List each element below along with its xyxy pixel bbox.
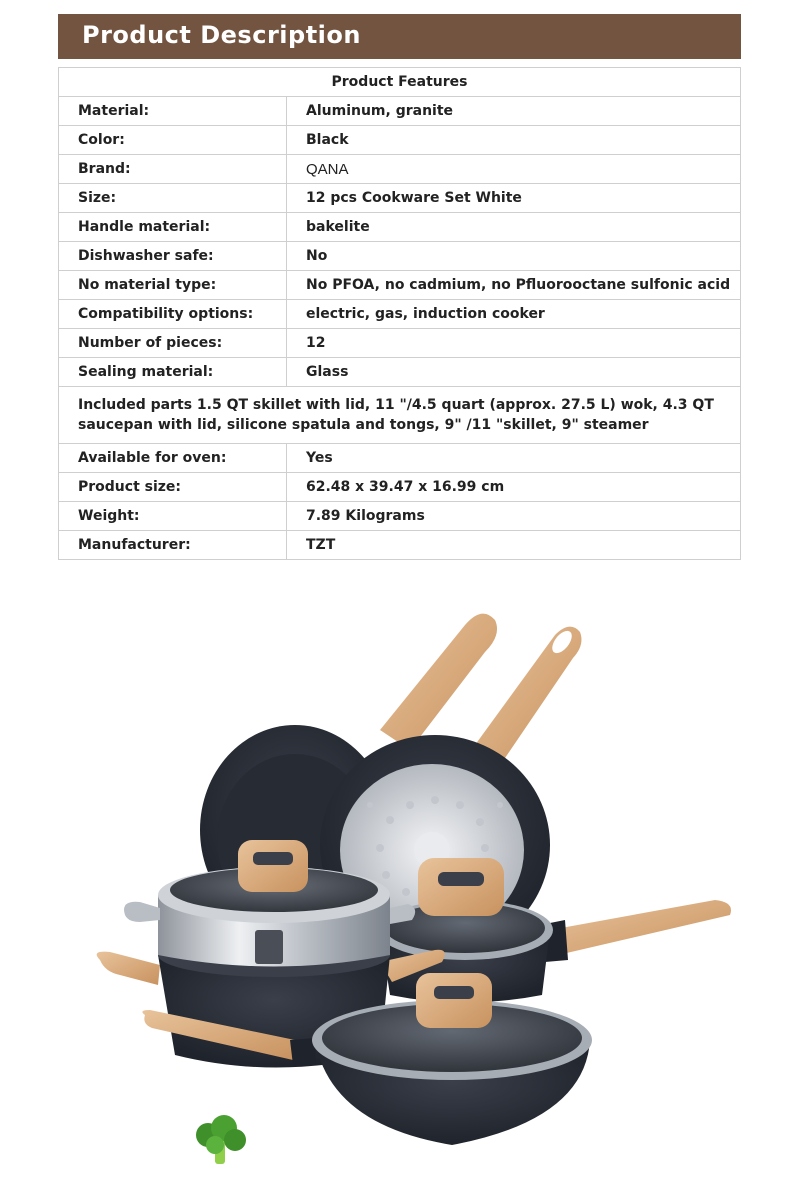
table-row bbox=[59, 502, 741, 531]
table-row bbox=[59, 531, 741, 560]
row-value: QANA bbox=[287, 155, 741, 184]
row-value: bakelite bbox=[287, 213, 741, 242]
row-label: Material: bbox=[59, 97, 287, 126]
broccoli-garnish bbox=[196, 1115, 246, 1164]
row-label: Number of pieces: bbox=[59, 329, 287, 358]
row-value: 12 pcs Cookware Set White bbox=[287, 184, 741, 213]
row-value: electric, gas, induction cooker bbox=[287, 300, 741, 329]
row-label: Size: bbox=[59, 184, 287, 213]
section-header bbox=[58, 14, 741, 59]
row-label: Sealing material: bbox=[59, 358, 287, 387]
row-label: No material type: bbox=[59, 271, 287, 300]
row-value: 62.48 x 39.47 x 16.99 cm bbox=[287, 473, 741, 502]
table-row bbox=[59, 126, 741, 155]
row-label: Handle material: bbox=[59, 213, 287, 242]
row-value: 7.89 Kilograms bbox=[287, 502, 741, 531]
row-value: Glass bbox=[287, 358, 741, 387]
table-heading-row bbox=[59, 68, 741, 97]
table-row bbox=[59, 155, 741, 184]
row-label: Manufacturer: bbox=[59, 531, 287, 560]
row-label: Dishwasher safe: bbox=[59, 242, 287, 271]
row-label: Weight: bbox=[59, 502, 287, 531]
table-row bbox=[59, 97, 741, 126]
row-value: No bbox=[287, 242, 741, 271]
section-title: Product Description bbox=[82, 21, 361, 49]
row-label: Brand: bbox=[59, 155, 287, 184]
table-row bbox=[59, 444, 741, 473]
included-parts-text: Included parts 1.5 QT skillet with lid, 11 "/4.5 quart (approx. 27.5 L) wok, 4.3 QT saucepan with lid, silicone spatula and tongs, 9" /11 "skillet, 9" steamer bbox=[59, 387, 741, 444]
product-features-table bbox=[58, 67, 741, 560]
table-row bbox=[59, 300, 741, 329]
table-row bbox=[59, 184, 741, 213]
table-row bbox=[59, 271, 741, 300]
row-value: Yes bbox=[287, 444, 741, 473]
table-row bbox=[59, 213, 741, 242]
row-value: Black bbox=[287, 126, 741, 155]
row-value: No PFOA, no cadmium, no Pfluorooctane sulfonic acid bbox=[287, 271, 741, 300]
cookware-set-image bbox=[90, 590, 750, 1180]
row-label: Product size: bbox=[59, 473, 287, 502]
row-value: 12 bbox=[287, 329, 741, 358]
table-row bbox=[59, 242, 741, 271]
row-label: Available for oven: bbox=[59, 444, 287, 473]
table-heading: Product Features bbox=[59, 68, 741, 97]
row-value: TZT bbox=[287, 531, 741, 560]
table-row bbox=[59, 358, 741, 387]
row-label: Compatibility options: bbox=[59, 300, 287, 329]
row-label: Color: bbox=[59, 126, 287, 155]
row-value: Aluminum, granite bbox=[287, 97, 741, 126]
table-row-included-parts bbox=[59, 387, 741, 444]
table-row bbox=[59, 473, 741, 502]
table-row bbox=[59, 329, 741, 358]
